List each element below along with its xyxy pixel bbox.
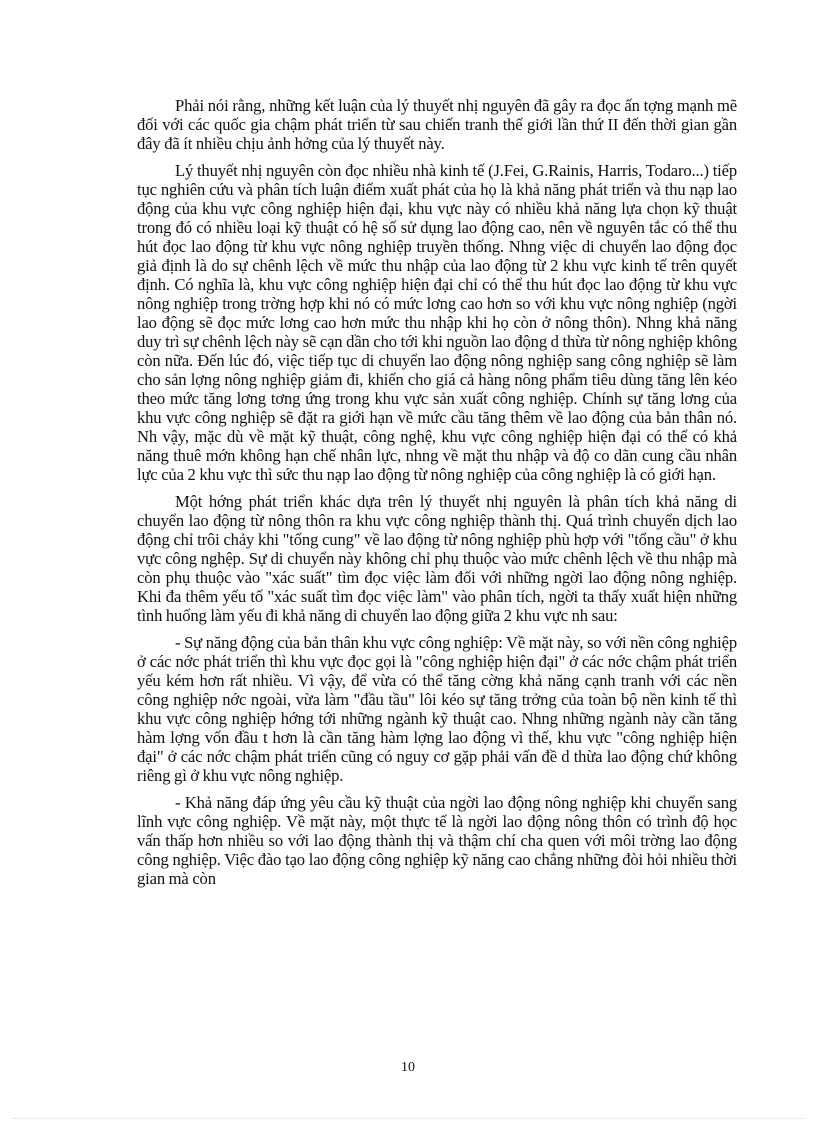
paragraph-3: Một hớng phát triển khác dựa trên lý thuyết nhị nguyên là phân tích khả năng di chuyển lao động từ nông thôn ra khu vực công nghiệp thành thị. Quá trình chuyển dịch lao động chỉ trôi chảy khi "tổng cung" về lao động từ nông nghiệp phù hợp với "tổng cầu" ở khu vực công nghệp. Sự di chuyển này không chỉ phụ thuộc vào mức chênh lệch về thu nhập mà còn phụ thuộc vào "xác suất" tìm đọc việc làm đối với những ngời lao động nông nghiệp. Khi đa thêm yếu tố "xác suất tìm đọc việc làm" vào phân tích, ngời ta thấy xuất hiện những tình huống làm yếu đi khả năng di chuyển lao động giữa 2 khu vực nh sau:	[137, 492, 737, 625]
paragraph-5: - Khả năng đáp ứng yêu cầu kỹ thuật của ngời lao động nông nghiệp khi chuyển sang lĩnh vực công nghiệp. Về mặt này, một thực tế là ngời lao động nông thôn có trình độ học vấn thấp hơn nhiều so với lao động thành thị và thậm chí cha quen với môi trờng lao động công nghiệp. Việc đào tạo lao động công nghiệp kỹ năng cao chẳng những đòi hỏi nhiều thời gian mà còn	[137, 793, 737, 888]
paragraph-1: Phải nói rằng, những kết luận của lý thuyết nhị nguyên đã gây ra đọc ấn tợng mạnh mẽ đối với các quốc gia chậm phát triển từ sau chiến tranh thế giới lần thứ II đến thời gian gần đây đã ít nhiều chịu ảnh hởng của lý thuyết này.	[137, 96, 737, 153]
page-number: 10	[401, 1060, 415, 1075]
paragraph-2: Lý thuyết nhị nguyên còn đọc nhiều nhà kinh tế (J.Fei, G.Rainis, Harris, Todaro...) tiếp tục nghiên cứu và phân tích luận điểm xuất phát của họ là khả năng phát triển và thu nạp lao động của khu vực công nghiệp hiện đại, khu vực này có nhiều khả năng lựa chọn kỹ thuật trong đó có nhiều loại kỹ thuật có hệ số sử dụng lao động cao, nên về nguyên tắc có thể thu hút đọc lao động từ khu vực nông nghiệp truyền thống. Nhng việc di chuyển lao động đọc giả định là do sự chênh lệch về mức thu nhập của lao động từ 2 khu vực kinh tế trên quyết định. Có nghĩa là, khu vực công nghiệp hiện đại chỉ có thể thu hút đọc lao động từ khu vực nông nghiệp trong trờng hợp khi nó có mức lơng cao hơn so với khu vực nông nghiệp (ngời lao động sẽ đọc mức lơng cao hơn mức thu nhập khi họ còn ở nông thôn). Nhng khả năng duy trì sự chênh lệch này sẽ cạn dần cho tới khi nguồn lao động d thừa từ nông nghiệp không còn nữa. Đến lúc đó, việc tiếp tục di chuyển lao động nông nghiệp sang công nghiệp sẽ làm cho sản lợng nông nghiệp giảm đi, khiến cho giá cả hàng nông phẩm tiêu dùng tăng lên kéo theo mức tăng lơng tơng ứng trong khu vực sản xuất công nghiệp. Chính sự tăng lơng của khu vực công nghiệp sẽ đặt ra giới hạn về mức cầu tăng thêm về lao động của bản thân nó. Nh vậy, mặc dù về mặt kỹ thuật, công nghệ, khu vực công nghiệp hiện đại có thể có khả năng thuê mớn không hạn chế nhân lực, nhng về mặt thu nhập và độ co dãn cung cầu nhân lực của 2 khu vực thì sức thu nạp lao động từ nông nghiệp của công nghiệp là có giới hạn.	[137, 161, 737, 484]
paragraph-4: - Sự năng động của bản thân khu vực công nghiệp: Về mặt này, so với nền công nghiệp ở các nớc phát triển thì khu vực đọc gọi là "công nghiệp hiện đại" ở các nớc chậm phát triển yếu kém hơn rất nhiều. Vì vậy, để vừa có thể tăng cờng khả năng cạnh tranh với các nền công nghiệp nớc ngoài, vừa làm "đầu tầu" lôi kéo sự tăng trởng của toàn bộ nền kinh tế thì khu vực công nghiệp hớng tới những ngành kỹ thuật cao. Nhng những ngành này cần tăng hàm lợng vốn đầu t hơn là cần tăng hàm lợng lao động vì thế, khu vực "công nghiệp hiện đại" ở các nớc chậm phát triển cũng có nguy cơ gặp phải vấn đề d thừa lao động chứ không riêng gì ở khu vực nông nghiệp.	[137, 633, 737, 785]
document-body	[137, 96, 737, 896]
page-border-divider	[12, 1118, 804, 1119]
